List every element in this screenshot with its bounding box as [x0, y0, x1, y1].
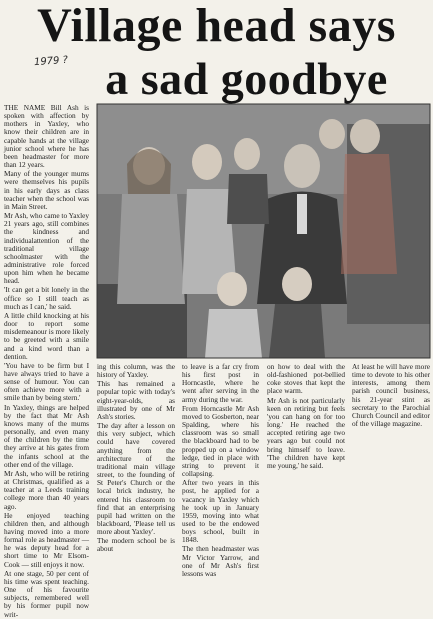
article-paragraph: on how to deal with the old-fashioned pot-bellied coke stoves that kept the place warm.: [267, 362, 345, 396]
article-paragraph: Mr Ash is not particularly keen on retiring but feels 'you can hang on for too long.' He reached the accepted retiring age two years ago but could not bring himself to leave. 'The children have kept me young,' he said.: [267, 395, 345, 470]
article-paragraph: The modern school be is about: [97, 536, 175, 554]
article-paragraph: This has remained a popular topic with today's eight-year-olds, as illustrated by one of Mr Ash's stories.: [97, 379, 175, 421]
article-paragraph: THE NAME Bill Ash is spoken with affection by mothers in Yaxley, who know their children are in capable hands at the village junior school where he has been headmaster for more than 12 years.: [4, 103, 89, 170]
article-paragraph: 'It can get a bit lonely in the office so I still teach as much as I can,' he said.: [4, 285, 89, 311]
article-paragraph: From Horncastle Mr Ash moved to Gosberton, near Spalding, where his classroom was so small the blackboard had to be propped up on a window ledge, tied in place with string to prevent it collapsing.: [182, 403, 259, 479]
article-paragraph: to leave is a far cry from his first post in Horncastle, where he went after serving in the army during the war.: [182, 362, 259, 404]
article-column-5: [352, 363, 430, 535]
article-paragraph: At least he will have more time to devote to his other interests, among them parish council business, his 21-year stint as secretary to the Parochial Church Council and editor of the village magazine.: [352, 362, 430, 429]
handwritten-date-note: 1979 ?: [33, 54, 69, 69]
article-column-3: [182, 362, 259, 578]
article-paragraph: He enjoyed teaching children then, and although having moved into a more formal role as headmaster — he was deputy head for a short time to Mr Elsom-Cook — still enjoys it now.: [4, 510, 89, 569]
article-paragraph: In Yaxley, things are helped by the fact that Mr Ash knows many of the mums personally, and even many of the children by the time they arrive at his gates from the infants school at the other end of the village.: [4, 402, 89, 469]
article-paragraph: The then headmaster was Mr Victor Yarrow, and one of Mr Ash's first lessons was: [182, 544, 259, 578]
article-column-1: [4, 103, 89, 619]
article-paragraph: Many of the younger mums were themselves his pupils in his early days as class teacher when the school was in Main Street.: [4, 169, 89, 211]
article-paragraph: After two years in this post, he applied for a vacancy in Yaxley which he took up in January 1959, moving into what used to be the endowed boys school, built in 1848.: [182, 478, 259, 545]
article-paragraph: The day after a lesson on this very subject, which could have covered anything from the architecture of the traditional main village street, to the founding of St Peter's Church or the local brick industry, he entered his classroom to find that an enterprising pupil had written on the blackboard, 'Please tell us more about Yaxley'.: [97, 421, 175, 537]
article-paragraph: A little child knocking at his door to report some misdemeanour is more likely to be greeted with a smile and a kind word than a dention.: [4, 310, 89, 361]
article-column-2: [97, 362, 175, 554]
article-paragraph: ing this column, was the history of Yaxley.: [97, 362, 175, 380]
article-column-4: [267, 363, 345, 535]
article-paragraph: Mr Ash, who will be retiring at Christmas, qualified as a teacher at a Leeds training college more than 40 years ago.: [4, 468, 89, 511]
article-paragraph: At one stage, 50 per cent of his time was spent teaching. One of his favourite subjects, remembered well by his former pupil now writ-: [4, 568, 89, 619]
article-paragraph: 'You have to be firm but I have always tried to have a sense of humour. You can often achieve more with a smile than by being stern.': [4, 360, 89, 403]
photo-illustration: [97, 104, 430, 358]
headline-line-1: Village head says: [37, 0, 396, 52]
article-paragraph: Mr Ash, who came to Yaxley 21 years ago, still combines the kindness and individualattention of the traditional village schoolmaster with the administrative role forced upon him when he became head.: [4, 211, 89, 286]
photo-headmaster-with-pupils: [97, 104, 430, 358]
headline-line-2: a sad goodbye: [105, 53, 388, 104]
